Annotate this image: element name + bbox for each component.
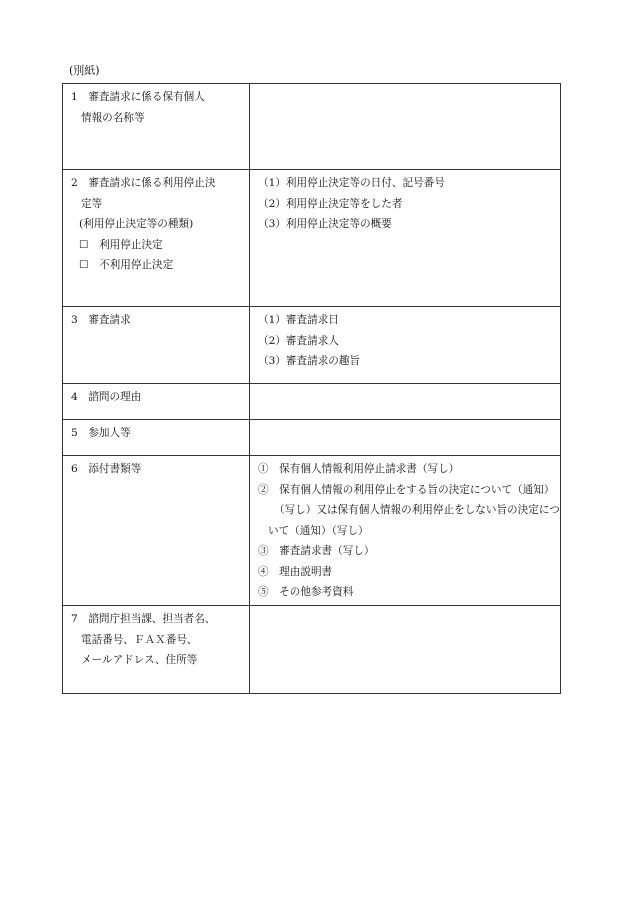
table-row [63,456,561,606]
row-7-label-cell [63,606,250,694]
row-6-label: 6 添付書類等 [71,463,142,475]
attachment-item-1: ① 保有個人情報利用停止請求書（写し） [258,463,460,475]
row-7-content-cell [250,606,561,694]
row-5-content-cell [250,420,561,456]
row-2-label: 2 審査請求に係る利用停止決 [71,177,216,189]
row-3-label: 3 審査請求 [71,314,131,326]
row-4-label: 4 諮問の理由 [71,391,142,403]
row-7-label-cont: 電話番号、ＦＡＸ番号、 [81,633,198,646]
row-1-label-cont: 情報の名称等 [81,111,145,124]
row-1-label-cell [63,84,250,170]
row-6-content-cell [250,456,561,606]
row-2-item-2: （2）利用停止決定等をした者 [258,197,403,210]
row-7-label-cont-2: メールアドレス、住所等 [81,654,198,666]
row-2-content-cell [250,170,561,307]
row-7-label: 7 諮問庁担当課、担当者名、 [71,613,216,625]
table-row [63,84,561,170]
attachment-note: (別紙) [69,64,100,77]
row-2-label-cell [63,170,250,307]
row-4-label-cell [63,384,250,420]
checkbox-non-suspension-decision[interactable]: ☐ 不利用停止決定 [79,259,174,271]
table-row [63,606,561,694]
checkbox-suspension-decision[interactable]: ☐ 利用停止決定 [79,238,163,251]
consultation-form-table [62,83,561,694]
attachment-item-2-cont: （写し）又は保有個人情報の利用停止をしない旨の決定につ [274,504,560,516]
attachment-item-2-cont-2: いて（通知）（写し） [268,524,369,537]
row-3-item-1: （1）審査請求日 [258,314,339,326]
row-5-label: 5 参加人等 [71,427,131,439]
row-2-label-cont: 定等 [81,197,103,210]
row-1-label: 1 審査請求に係る保有個人 [71,91,205,103]
table-row [63,307,561,384]
row-3-content-cell [250,307,561,384]
table-row [63,384,561,420]
row-2-item-3: （3）利用停止決定等の概要 [258,218,392,230]
row-2-item-1: （1）利用停止決定等の日付、記号番号 [258,177,445,189]
row-5-label-cell [63,420,250,456]
row-1-content-cell [250,84,561,170]
attachment-item-4: ④ 理由説明書 [258,565,333,578]
attachment-item-5: ⑤ その他参考資料 [258,586,354,598]
row-3-item-3: （3）審査請求の趣旨 [258,355,361,367]
row-2-type-heading: (利用停止決定等の種類) [79,218,194,230]
row-4-content-cell [250,384,561,420]
row-3-label-cell [63,307,250,384]
row-3-item-2: （2）審査請求人 [258,334,339,347]
table-row [63,170,561,307]
attachment-item-3: ③ 審査請求書（写し） [258,545,375,557]
attachment-item-2: ② 保有個人情報の利用停止をする旨の決定について（通知） [258,483,555,496]
table-row [63,420,561,456]
row-6-label-cell [63,456,250,606]
